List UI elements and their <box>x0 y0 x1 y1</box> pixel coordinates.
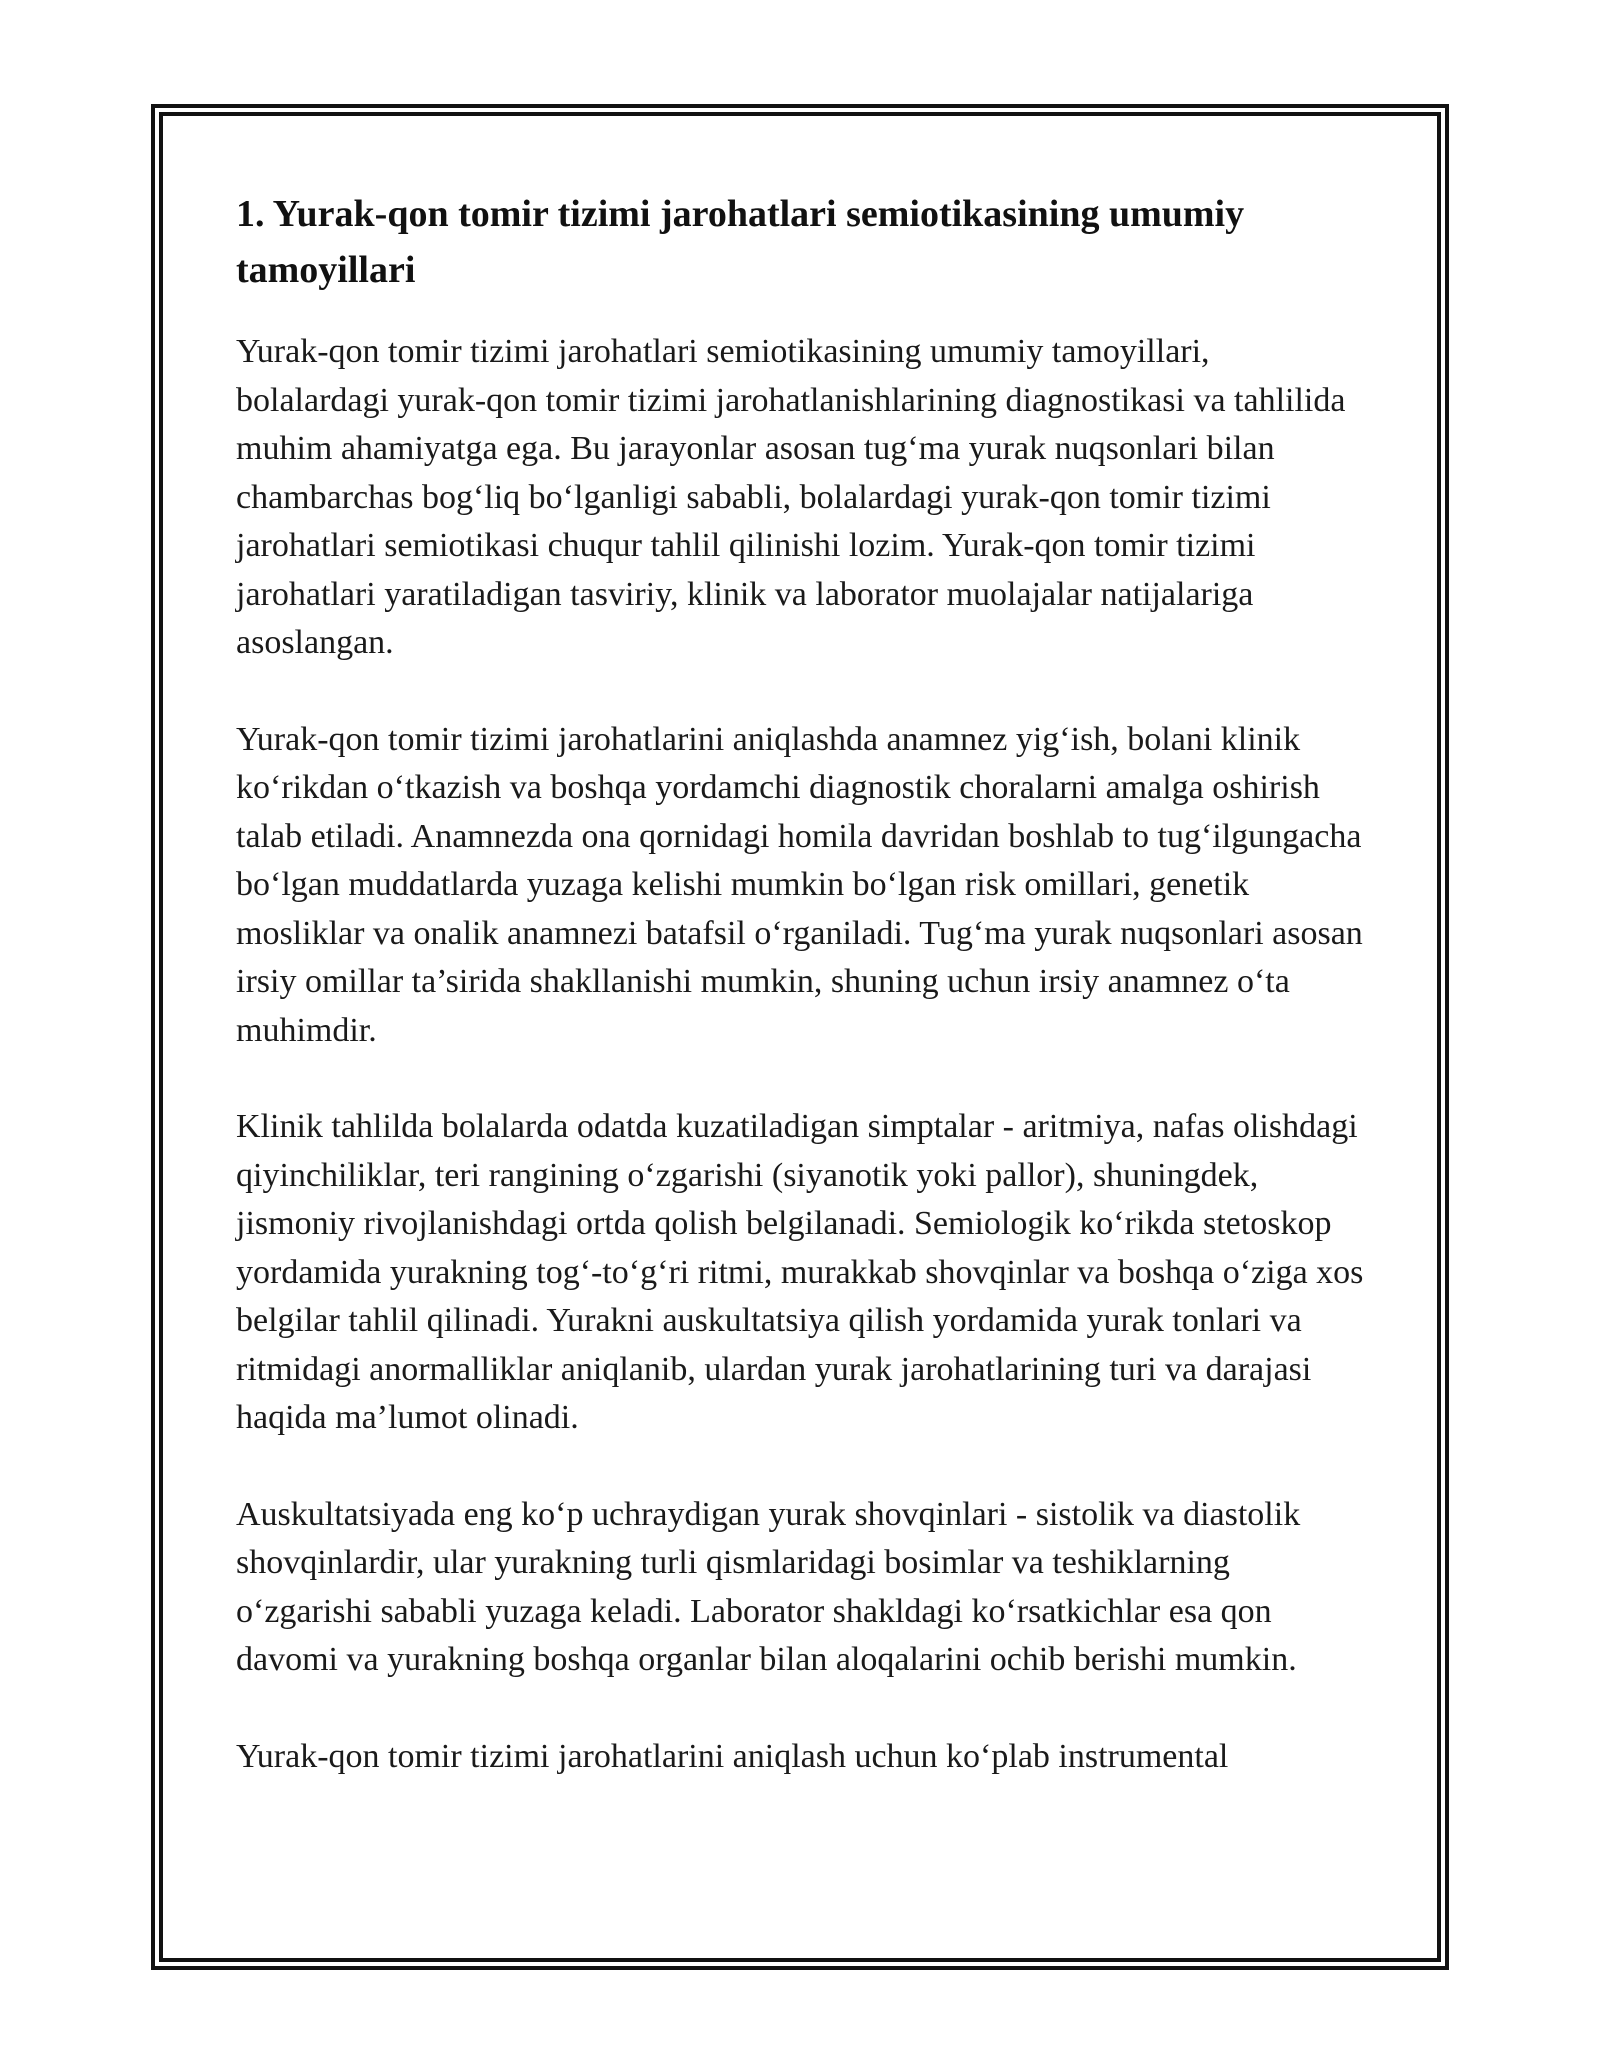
paragraph-2: Yurak-qon tomir tizimi jarohatlarini aniqlashda anamnez yig‘ish, bolani klinik ko‘rikdan o‘tkazish va boshqa yordamchi diagnostik choralarni amalga oshirish talab etiladi. Anamnezda ona qornidagi homila davridan boshlab to tug‘ilgungacha bo‘lgan muddatlarda yuzaga kelishi mumkin bo‘lgan risk omillari, genetik mosliklar va onalik anamnezi batafsil o‘rganiladi. Tug‘ma yurak nuqsonlari asosan irsiy omillar ta’sirida shakllanishi mumkin, shuning uchun irsiy anamnez o‘ta muhimdir. <box>236 720 1363 1049</box>
paragraph-3: Klinik tahlilda bolalarda odatda kuzatiladigan simptalar - aritmiya, nafas olishdagi qiyinchiliklar, teri rangining o‘zgarishi (siyanotik yoki pallor), shuningdek, jismoniy rivojlanishdagi ortda qolish belgilanadi. Semiologik ko‘rikda stetoskop yordamida yurakning tog‘-to‘g‘ri ritmi, murakkab shovqinlar va boshqa o‘ziga xos belgilar tahlil qilinadi. Yurakni auskultatsiya qilish yordamida yurak tonlari va ritmidagi anormalliklar aniqlanib, ulardan yurak jarohatlarining turi va darajasi haqida ma’lumot olinadi. <box>236 1108 1364 1436</box>
section-heading: 1. Yurak-qon tomir tizimi jarohatlari semiotikasining umumiy tamoyillari <box>236 193 1245 291</box>
paragraph-1: Yurak-qon tomir tizimi jarohatlari semiotikasining umumiy tamoyillari, bolalardagi yurak-qon tomir tizimi jarohatlanishlarining diagnostikasi va tahlilida muhim ahamiyatga ega. Bu jarayonlar asosan tug‘ma yurak nuqsonlari bilan chambarchas bog‘liq bo‘lganligi sababli, bolalardagi yurak-qon tomir tizimi jarohatlari semiotikasi chuqur tahlil qilinishi lozim. Yurak-qon tomir tizimi jarohatlari yaratiladigan tasviriy, klinik va laborator muolajalar natijalariga asoslangan. <box>236 333 1346 661</box>
paragraph-5: Yurak-qon tomir tizimi jarohatlarini aniqlash uchun ko‘plab instrumental <box>236 1737 1229 1775</box>
paragraph-4: Auskultatsiyada eng ko‘p uchraydigan yurak shovqinlari - sistolik va diastolik shovqinlardir, ular yurakning turli qismlaridagi bosimlar va teshiklarning o‘zgarishi sababli yuzaga keladi. Laborator shakldagi ko‘rsatkichlar esa qon davomi va yurakning boshqa organlar bilan aloqalarini ochib berishi mumkin. <box>236 1495 1301 1678</box>
document-body <box>236 186 1366 1829</box>
